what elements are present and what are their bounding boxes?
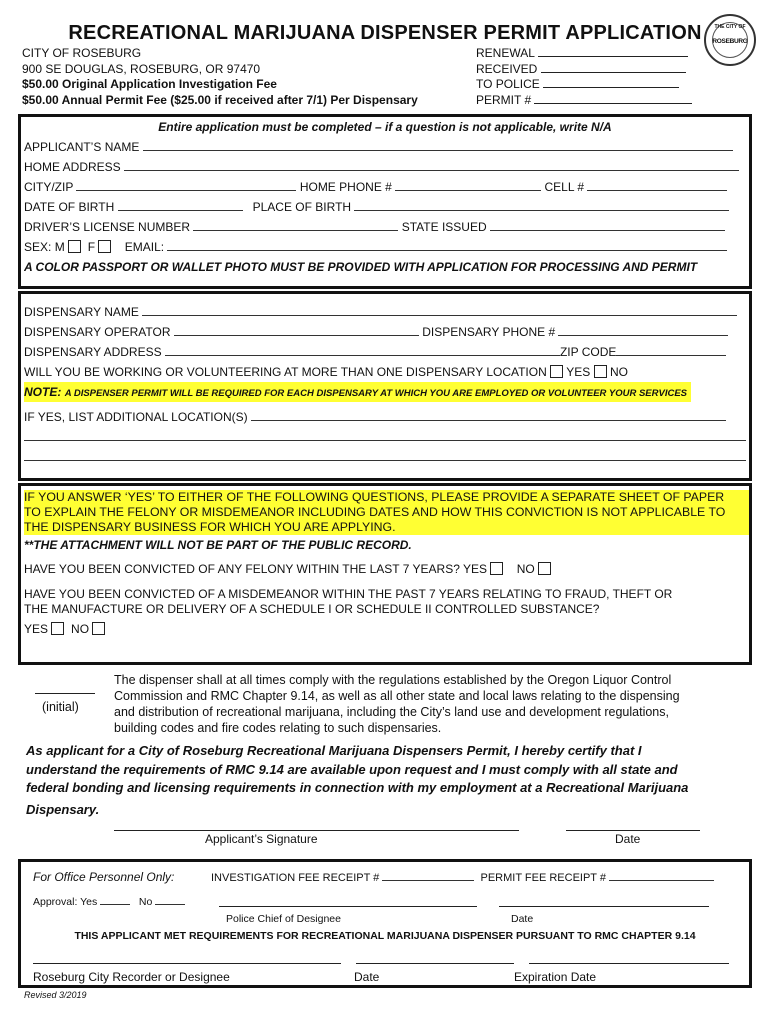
approval-no-label: No [138, 896, 153, 908]
convictions-section [18, 483, 752, 665]
renewal-label: RENEWAL [476, 46, 535, 60]
attachment-note: **THE ATTACHMENT WILL NOT BE PART OF THE PUBLIC RECORD. [24, 538, 412, 552]
cell-label: CELL # [544, 180, 585, 194]
compliance-line-3: and distribution of recreational marijuana, including the City’s land use and development regulations, [114, 705, 669, 719]
certification-statement [26, 742, 756, 819]
compliance-line-2: Commission and RMC Chapter 9.14, as well as all other state and local laws relating to the dispensing [114, 689, 680, 703]
multiple-locations-yes-checkbox[interactable] [550, 365, 563, 378]
dispensary-name-label: DISPENSARY NAME [24, 305, 139, 319]
header-office-block [476, 46, 692, 108]
approval-no-field[interactable] [155, 895, 185, 905]
permit-number-field[interactable] [534, 93, 692, 104]
multiple-locations-no-checkbox[interactable] [594, 365, 607, 378]
dispensary-phone-field[interactable] [558, 326, 728, 336]
certification-line-1: As applicant for a City of Roseburg Recreational Marijuana Dispensers Permit, I hereby certify that I [26, 743, 642, 758]
license-number-label: DRIVER’S LICENSE NUMBER [24, 220, 191, 234]
compliance-line-4: building codes and fire codes relating to such dispensaries. [114, 721, 442, 735]
state-issued-field[interactable] [490, 221, 725, 231]
signature-date-field[interactable] [566, 830, 700, 831]
sex-label: SEX: [24, 240, 52, 254]
yes-label: YES [566, 365, 591, 379]
photo-requirement-note: A COLOR PASSPORT OR WALLET PHOTO MUST BE PROVIDED WITH APPLICATION FOR PROCESSING AND PERMIT [24, 260, 698, 274]
received-field[interactable] [541, 62, 686, 73]
felony-yes-checkbox[interactable] [490, 562, 503, 575]
city-seal-icon [704, 14, 756, 66]
male-label: M [54, 240, 65, 254]
initial-label: (initial) [42, 700, 79, 714]
investigation-receipt-field[interactable] [382, 871, 474, 881]
city-zip-field[interactable] [76, 181, 296, 191]
approval-yes-label: Approval: Yes [33, 896, 98, 908]
compliance-line-1: The dispenser shall at all times comply with the regulations established by the Oregon Liquor Control [114, 673, 672, 687]
warning-line-2: TO EXPLAIN THE FELONY OR MISDEMEANOR INCLUDING DATES AND HOW THIS CONVICTION IS NOT APPLICABLE TO [24, 505, 726, 519]
applicant-name-label: APPLICANT’S NAME [24, 140, 140, 154]
permit-receipt-field[interactable] [609, 871, 714, 881]
recorder-label: Roseburg City Recorder or Designee [33, 970, 230, 984]
felony-question: HAVE YOU BEEN CONVICTED OF ANY FELONY WITHIN THE LAST 7 YEARS? YES [24, 562, 488, 576]
additional-locations-line-2[interactable] [24, 431, 746, 441]
home-address-field[interactable] [124, 161, 739, 171]
warning-line-1: IF YOU ANSWER ‘YES’ TO EITHER OF THE FOLLOWING QUESTIONS, PLEASE PROVIDE A SEPARATE SHEET OF PAPER [24, 490, 725, 504]
no-label: NO [609, 365, 628, 379]
additional-locations-field[interactable] [251, 411, 726, 421]
permit-number-label: PERMIT # [476, 92, 532, 107]
dispensary-operator-field[interactable] [174, 326, 419, 336]
place-of-birth-field[interactable] [354, 201, 729, 211]
initial-field[interactable] [35, 693, 95, 694]
office-use-label: For Office Personnel Only: [33, 870, 175, 884]
recorder-date-field[interactable] [356, 963, 514, 964]
header-address-block [22, 46, 418, 108]
permit-per-dispensary-note: A DISPENSER PERMIT WILL BE REQUIRED FOR EACH DISPENSARY AT WHICH YOU ARE EMPLOYED OR VOLUNTEER YOUR SERVICES [64, 388, 688, 399]
dispensary-address-field[interactable] [165, 346, 560, 356]
dispensary-phone-label: DISPENSARY PHONE # [422, 325, 556, 339]
expiration-date-field[interactable] [529, 963, 729, 964]
certification-line-2: understand the requirements of RMC 9.14 are available upon request and I must comply with all state and [26, 761, 678, 777]
license-number-field[interactable] [193, 221, 398, 231]
seal-main-text: ROSEBURG [712, 38, 748, 45]
investigation-receipt-label: INVESTIGATION FEE RECEIPT # [211, 872, 380, 884]
applicant-signature-label: Applicant’s Signature [205, 832, 318, 846]
male-checkbox[interactable] [68, 240, 81, 253]
certification-line-4: Dispensary. [26, 801, 100, 817]
form-title: RECREATIONAL MARIJUANA DISPENSER PERMIT APPLICATION [68, 22, 702, 44]
investigation-fee: $50.00 Original Application Investigation Fee [22, 77, 277, 91]
dispensary-operator-label: DISPENSARY OPERATOR [24, 325, 171, 339]
note-label: NOTE: [24, 385, 62, 399]
misdemeanor-yes-label: YES [24, 622, 49, 636]
city-name: CITY OF ROSEBURG [22, 46, 142, 60]
requirements-met-statement: THIS APPLICANT MET REQUIREMENTS FOR RECREATIONAL MARIJUANA DISPENSER PURSUANT TO RMC CHAPTER 9.14 [74, 930, 696, 942]
misdemeanor-question-line-2: THE MANUFACTURE OR DELIVERY OF A SCHEDULE I OR SCHEDULE II CONTROLLED SUBSTANCE? [24, 602, 600, 616]
permit-receipt-label: PERMIT FEE RECEIPT # [480, 872, 606, 884]
home-address-label: HOME ADDRESS [24, 160, 121, 174]
email-label: EMAIL: [124, 240, 165, 254]
police-chief-date-field[interactable] [499, 906, 709, 907]
dob-field[interactable] [118, 201, 243, 211]
misdemeanor-no-checkbox[interactable] [92, 622, 105, 635]
city-zip-label: CITY/ZIP [24, 180, 74, 194]
instruction-text: Entire application must be completed – if a question is not applicable, write N/A [158, 120, 612, 134]
police-chief-date-label: Date [511, 913, 534, 925]
felony-no-label: NO [516, 562, 535, 576]
dispensary-name-field[interactable] [142, 306, 737, 316]
compliance-paragraph [114, 672, 754, 736]
home-phone-label: HOME PHONE # [299, 180, 392, 194]
recorder-signature-field[interactable] [33, 963, 341, 964]
office-use-section [18, 859, 752, 988]
dob-label: DATE OF BIRTH [24, 200, 115, 214]
zip-code-field[interactable] [616, 346, 726, 356]
seal-top-text: THE CITY OF [714, 24, 746, 30]
warning-line-3: THE DISPENSARY BUSINESS FOR WHICH YOU ARE APPLYING. [24, 520, 396, 534]
additional-locations-line-3[interactable] [24, 451, 746, 461]
additional-locations-label: IF YES, LIST ADDITIONAL LOCATION(S) [24, 410, 248, 424]
dispensary-address-label: DISPENSARY ADDRESS [24, 345, 162, 359]
city-address: 900 SE DOUGLAS, ROSEBURG, OR 97470 [22, 61, 261, 76]
female-checkbox[interactable] [98, 240, 111, 253]
police-chief-signature-field[interactable] [219, 906, 477, 907]
zip-code-label: ZIP CODE [559, 345, 617, 359]
applicant-name-field[interactable] [143, 141, 733, 151]
police-chief-label: Police Chief of Designee [226, 913, 341, 925]
applicant-section [18, 114, 752, 289]
cell-field[interactable] [587, 181, 727, 191]
renewal-field[interactable] [538, 46, 688, 57]
annual-permit-fee: $50.00 Annual Permit Fee ($25.00 if received after 7/1) Per Dispensary [22, 92, 418, 107]
applicant-signature-field[interactable] [114, 830, 519, 831]
felony-no-checkbox[interactable] [538, 562, 551, 575]
approval-yes-field[interactable] [100, 895, 130, 905]
received-label: RECEIVED [476, 61, 538, 76]
state-issued-label: STATE ISSUED [401, 220, 487, 234]
expiration-date-label: Expiration Date [514, 970, 597, 984]
misdemeanor-question-line-1: HAVE YOU BEEN CONVICTED OF A MISDEMEANOR WITHIN THE PAST 7 YEARS RELATING TO FRAUD, THEFT OR [24, 587, 673, 601]
female-label: F [87, 240, 96, 254]
multiple-locations-question: WILL YOU BE WORKING OR VOLUNTEERING AT MORE THAN ONE DISPENSARY LOCATION [24, 365, 547, 379]
to-police-field[interactable] [543, 77, 679, 88]
dispensary-section [18, 291, 752, 481]
email-field[interactable] [167, 241, 727, 251]
certification-line-3: federal bonding and licensing requirements in connection with my employment at a Recreational Marijuana [26, 780, 689, 795]
to-police-label: TO POLICE [476, 77, 540, 91]
misdemeanor-no-label: NO [71, 622, 90, 636]
misdemeanor-yes-checkbox[interactable] [51, 622, 64, 635]
revised-date: Revised 3/2019 [24, 990, 87, 1000]
signature-date-label: Date [615, 832, 641, 846]
recorder-date-label: Date [354, 970, 380, 984]
home-phone-field[interactable] [395, 181, 541, 191]
place-of-birth-label: PLACE OF BIRTH [252, 200, 352, 214]
